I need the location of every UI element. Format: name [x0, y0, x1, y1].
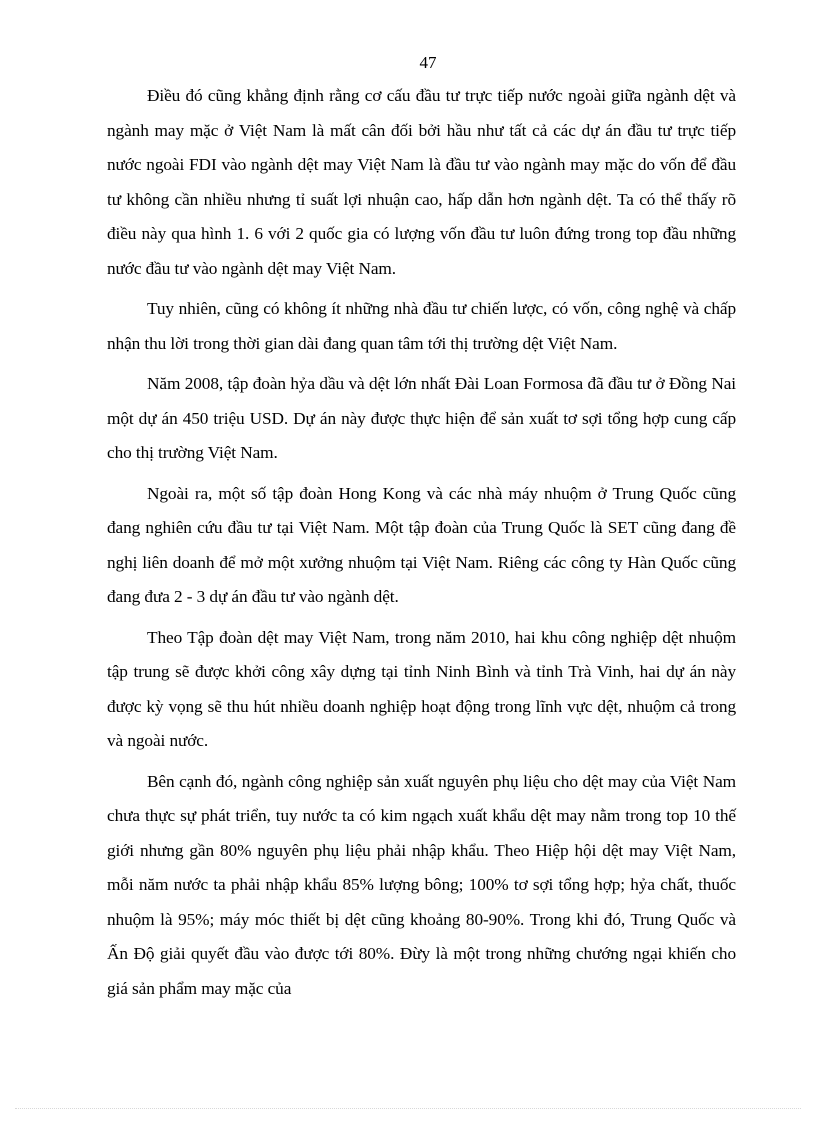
page-number: 47 — [419, 53, 437, 72]
paragraph: Theo Tập đoàn dệt may Việt Nam, trong năm 2010, hai khu công nghiệp dệt nhuộm tập trung sẽ được khởi công xây dựng tại tỉnh Ninh Bình và tỉnh Trà Vinh, hai dự án này được kỳ vọng sẽ thu hút nhiều doanh nghiệp hoạt động trong lĩnh vực dệt, nhuộm cả trong và ngoài nước. — [107, 627, 736, 750]
paragraph: Năm 2008, tập đoàn hỷa dầu và dệt lớn nhất Đài Loan Formosa đã đầu tư ở Đồng Nai một dự án 450 triệu USD. Dự án này được thực hiện để sản xuất tơ sợi tổng hợp cung cấp cho thị trường Việt Nam. — [107, 374, 736, 462]
paragraph: Bên cạnh đó, ngành công nghiệp sản xuất nguyên phụ liệu cho dệt may của Việt Nam chưa thực sự phát triển, tuy nước ta có kim ngạch xuất khẩu dệt may nằm trong top 10 thế giới nhưng gần 80% nguyên phụ liệu phải nhập khẩu. Theo Hiệp hội dệt may Việt Nam, mỗi năm nước ta phải nhập khẩu 85% lượng bông; 100% tơ sợi tổng hợp; hỷa chất, thuốc nhuộm là 95%; máy móc thiết bị dệt cũng khoảng 80-90%. Trong khi đó, Trung Quốc và Ấn Độ giải quyết đầu vào được tới 80%. Đừy là một trong những chướng ngại khiến cho giá sản phẩm may mặc của — [107, 771, 736, 998]
page-bottom-divider — [15, 1108, 801, 1109]
paragraph: Điều đó cũng khẳng định rằng cơ cấu đầu tư trực tiếp nước ngoài giữa ngành dệt và ngành may mặc ở Việt Nam là mất cân đối bởi hầu như tất cả các dự án đầu tư trực tiếp nước ngoài FDI vào ngành dệt may Việt Nam là đầu tư vào ngành may mặc do vốn để đầu tư không cần nhiều nhưng tỉ suất lợi nhuận cao, hấp dẫn hơn ngành dệt. Ta có thể thấy rõ điều này qua hình 1. 6 với 2 quốc gia có lượng vốn đầu tư luôn đứng trong top đầu những nước đầu tư vào ngành dệt may Việt Nam. — [107, 86, 736, 278]
paragraph: Tuy nhiên, cũng có không ít những nhà đầu tư chiến lược, có vốn, công nghệ và chấp nhận thu lời trong thời gian dài đang quan tâm tới thị trường dệt Việt Nam. — [107, 299, 736, 353]
paragraph: Ngoài ra, một số tập đoàn Hong Kong và các nhà máy nhuộm ở Trung Quốc cũng đang nghiên cứu đầu tư tại Việt Nam. Một tập đoàn của Trung Quốc là SET cũng đang đề nghị liên doanh để mở một xưởng nhuộm tại Việt Nam. Riêng các công ty Hàn Quốc cũng đang đưa 2 - 3 dự án đầu tư vào ngành dệt. — [107, 483, 736, 606]
document-body — [107, 79, 736, 1006]
